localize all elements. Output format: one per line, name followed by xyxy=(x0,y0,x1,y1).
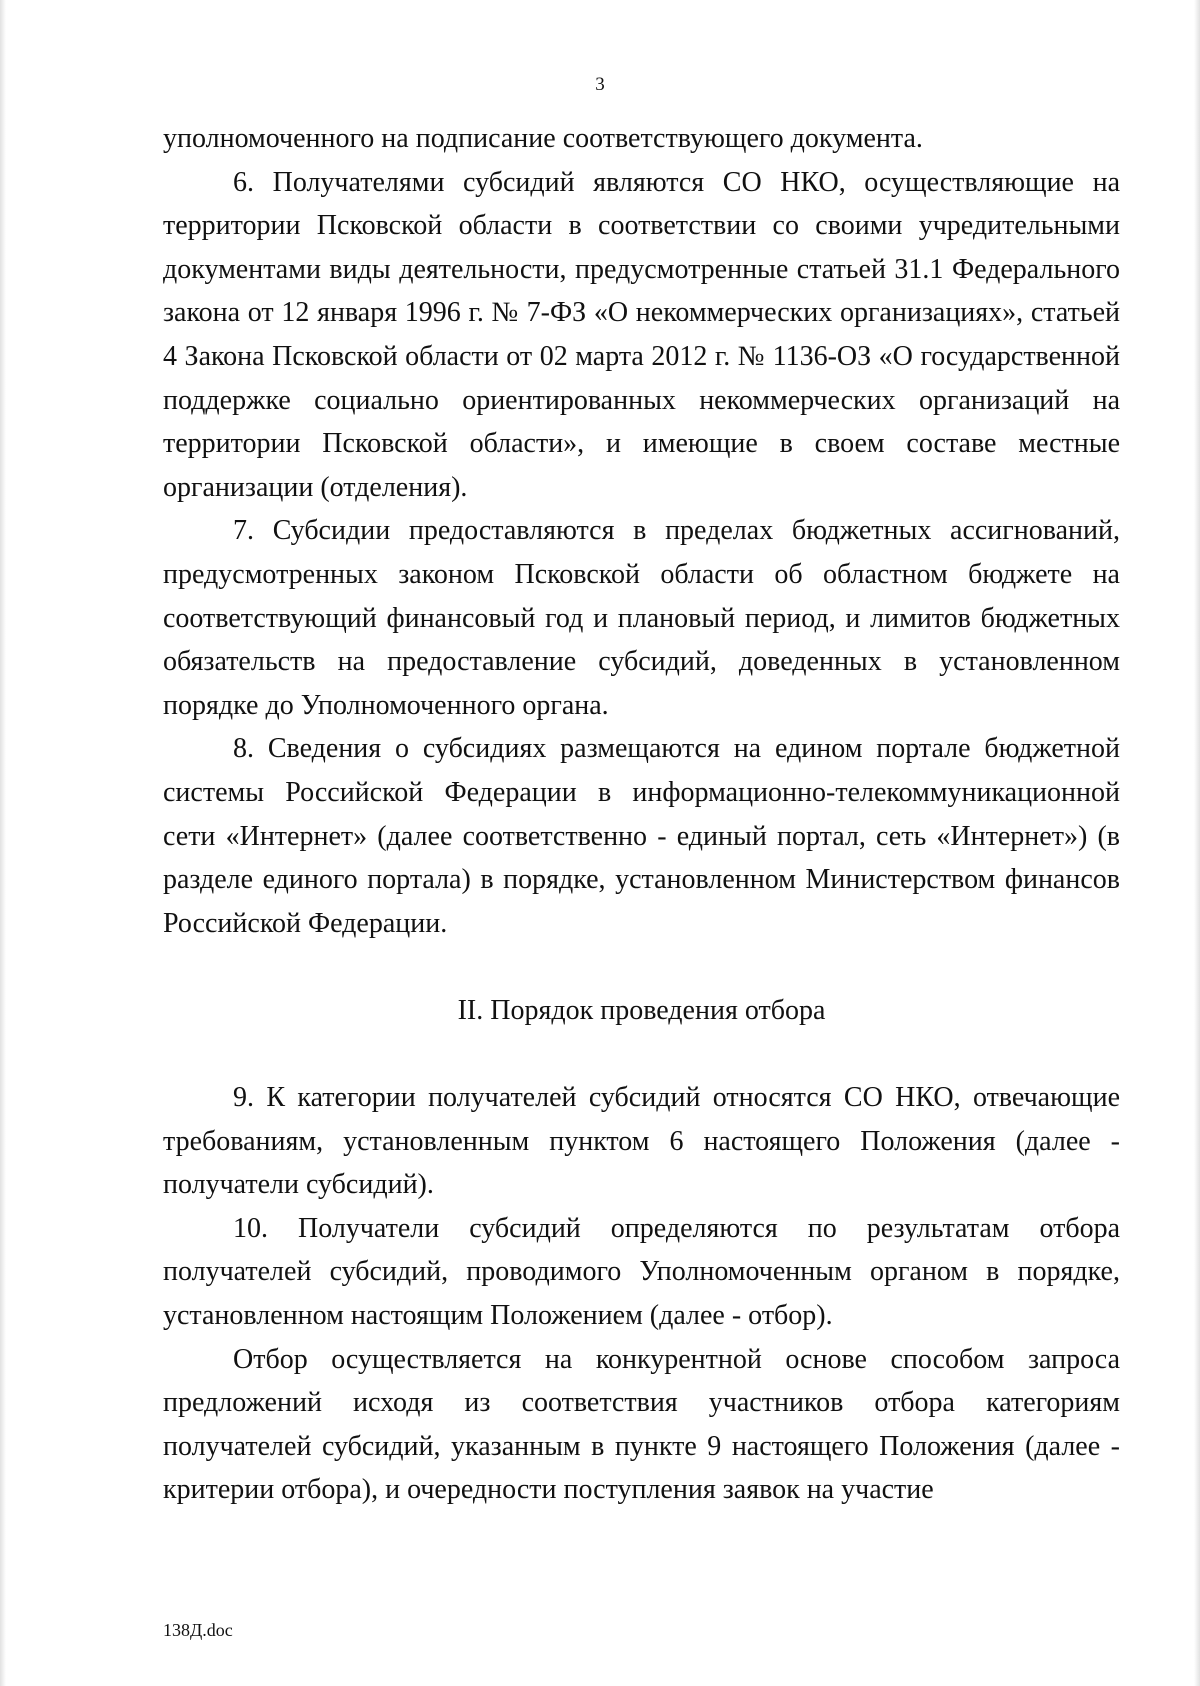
section-heading: II. Порядок проведения отбора xyxy=(457,994,826,1026)
page-number: 3 xyxy=(595,74,605,95)
scan-edge-right xyxy=(1194,0,1200,1686)
paragraph-item-8: 8. Сведения о субсидиях размещаются на едином портале бюджетной системы Российской Федерации в информационно-телекоммуникационной сети «Интернет» (далее соответственно - единый портал, сеть «Интернет») (в разделе единого портала) в порядке, установленном Министерством финансов Российской Федерации. xyxy=(163,733,1120,939)
paragraph-item-7: 7. Субсидии предоставляются в пределах бюджетных ассигнований, предусмотренных законом Псковской области об областном бюджете на соответствующий финансовый год и плановый период, и лимитов бюджетных обязательств на предоставление субсидий, доведенных в установленном порядке до Уполномоченного органа. xyxy=(163,515,1120,721)
paragraph-item-10: 10. Получатели субсидий определяются по результатам отбора получателей субсидий, проводимого Уполномоченным органом в порядке, установленном настоящим Положением (далее - отбор). xyxy=(163,1212,1120,1332)
paragraph-item-9: 9. К категории получателей субсидий относятся СО НКО, отвечающие требованиям, установленным пунктом 6 настоящего Положения (далее - получатели субсидий). xyxy=(163,1082,1120,1201)
paragraph-selection-method: Отбор осуществляется на конкурентной основе способом запроса предложений исходя из соответствия участников отбора категориям получателей субсидий, указанным в пункте 9 настоящего Положения (далее - критерии отбора), и очередности поступления заявок на участие xyxy=(163,1343,1120,1506)
scan-edge-left xyxy=(0,0,6,1686)
document-body xyxy=(163,117,1120,1512)
paragraph-continuation: уполномоченного на подписание соответствующего документа. xyxy=(163,123,923,154)
footer-filename: 138Д.doc xyxy=(163,1620,233,1640)
paragraph-item-6: 6. Получателями субсидий являются СО НКО, осуществляющие на территории Псковской области в соответствии со своими учредительными документами виды деятельности, предусмотренные статьей 31.1 Федерального закона от 12 января 1996 г. № 7-ФЗ «О некоммерческих организациях», статьей 4 Закона Псковской области от 02 марта 2012 г. № 1136-ОЗ «О государственной поддержке социально ориентированных некоммерческих организаций на территории Псковской области», и имеющие в своем составе местные организации (отделения). xyxy=(163,166,1120,503)
